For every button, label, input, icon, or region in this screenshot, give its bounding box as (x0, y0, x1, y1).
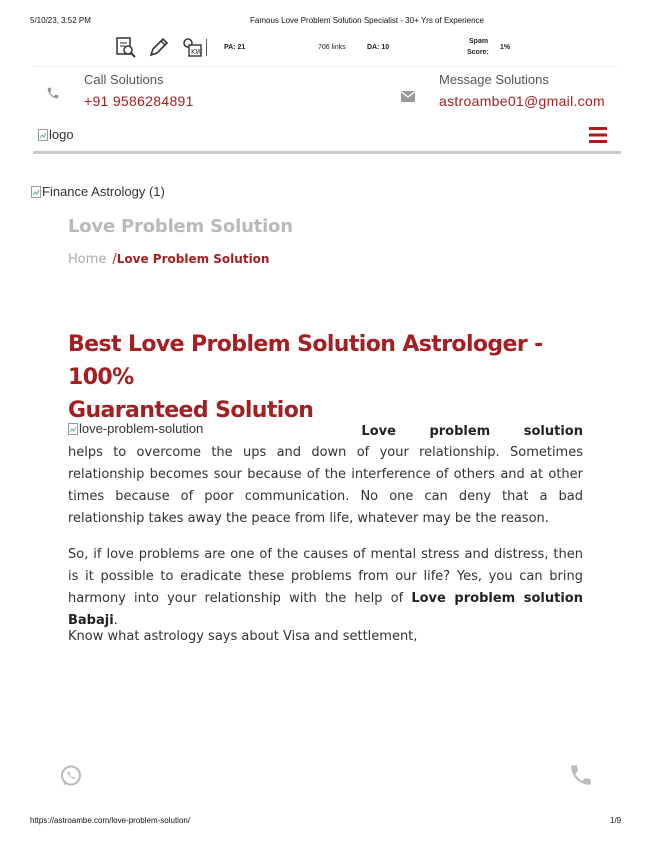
svg-text:KW: KW (191, 48, 203, 56)
paragraph-3: Know what astrology says about Visa and settlement, (68, 629, 418, 644)
header-divider (33, 66, 617, 67)
article-headline (68, 328, 588, 427)
call-number-link[interactable]: +91 9586284891 (84, 93, 194, 109)
domain-authority: DA: 10 (367, 44, 390, 51)
spam-score-label-1: Spam (469, 38, 489, 45)
spam-score-label-2: Score: (467, 49, 489, 56)
message-label: Message Solutions (439, 72, 549, 87)
site-logo[interactable] (38, 127, 74, 142)
print-date: 5/10/23, 3:52 PM (30, 16, 91, 25)
call-float-icon[interactable] (568, 762, 594, 792)
page-title: Love Problem Solution (68, 216, 293, 237)
edit-pencil-icon[interactable] (148, 36, 170, 58)
paragraph-1: helps to overcome the ups and down of your relationship. Sometimes relationship becomes sour because of the interference of others and at other times because of poor communication. No one can deny that a bad relationship takes away the peace from life, whatever may be the reason. (68, 445, 583, 526)
p1-lead[interactable]: Love problem solution (361, 424, 583, 439)
nav-bottom-border (33, 151, 621, 154)
breadcrumb-home-link[interactable]: Home (68, 252, 107, 267)
breadcrumb-current: Love Problem Solution (116, 252, 270, 266)
seo-toolbar (115, 36, 515, 60)
p2-end: . (113, 613, 118, 628)
banner-image (31, 184, 165, 199)
p2-text: So, if love problems are one of the causes of mental stress and distress, then is it possible to eradicate these problems from our life? Yes, you can bring harmony into your relationship with the help of (68, 547, 583, 606)
call-label: Call Solutions (84, 72, 164, 87)
breadcrumb-separator: / (112, 252, 117, 267)
whatsapp-icon[interactable] (59, 764, 83, 792)
logo-alt-text: logo (49, 127, 74, 142)
broken-image-icon (31, 186, 41, 198)
email-link[interactable]: astroambe01@gmail.com (439, 93, 606, 109)
broken-image-icon (38, 129, 48, 141)
print-title: Famous Love Problem Solution Specialist - 30+ Yrs of Experience (250, 16, 484, 25)
page-analysis-icon[interactable] (115, 36, 137, 58)
page-authority: PA: 21 (224, 44, 246, 51)
breadcrumb (68, 252, 269, 267)
print-page-number: 1/9 (610, 816, 622, 825)
p2-bold-link[interactable]: Love problem solution Babaji (68, 591, 583, 628)
keyword-icon[interactable] (181, 36, 203, 58)
headline-line-1: Best Love Problem Solution Astrologer - 100% (68, 332, 543, 390)
print-url: https://astroambe.com/love-problem-solution/ (30, 816, 191, 825)
spam-score-value: 1% (500, 44, 511, 51)
phone-icon (46, 85, 60, 104)
article-image-alt: love-problem-solution (79, 421, 204, 436)
hamburger-menu-icon[interactable] (589, 127, 607, 147)
envelope-icon (401, 87, 415, 106)
banner-alt-text: Finance Astrology (1) (42, 184, 165, 199)
toolbar-divider (206, 39, 207, 56)
paragraph-2 (68, 544, 583, 632)
headline-line-2: Guaranteed Solution (68, 398, 314, 423)
links-count[interactable]: 706 links (318, 44, 346, 51)
